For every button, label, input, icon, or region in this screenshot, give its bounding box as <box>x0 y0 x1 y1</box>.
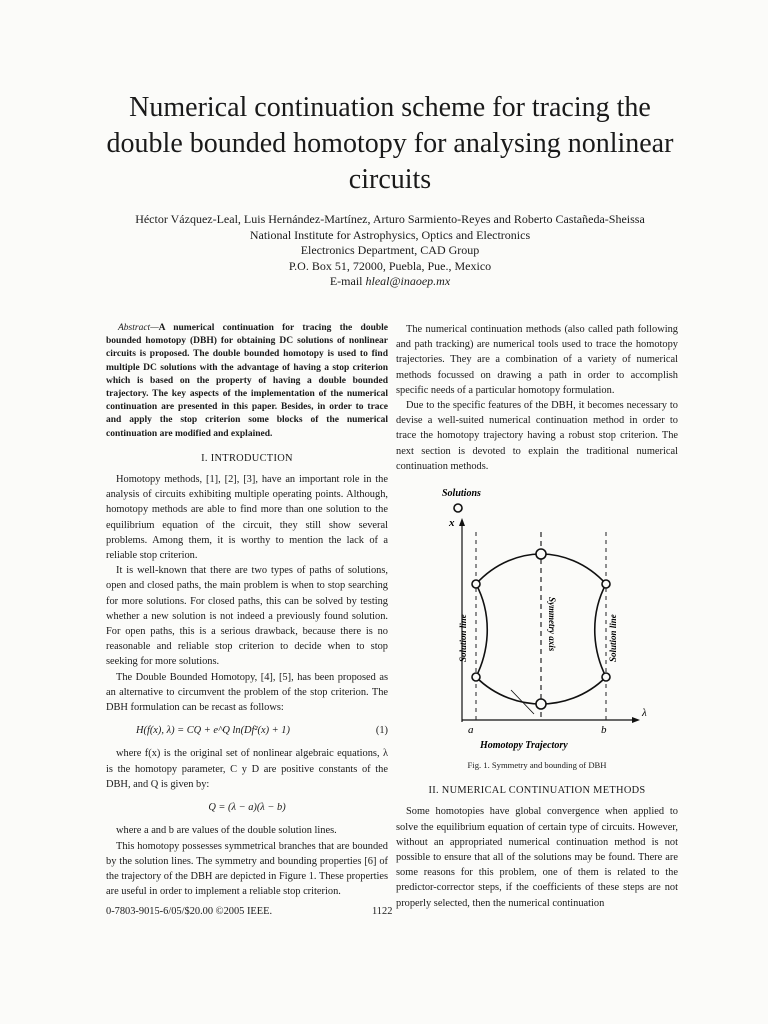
abstract-text: A numerical continuation for tracing the double bounded homotopy (DBH) for obtaining DC solutions of nonlinear circuits is proposed. The double bounded homotopy is used to find multiple DC solutions with the advantage of having a stop criterion which is based on the property of having a double bounded trajectory. The key aspects of the implementation of the numerical continuation are presented in this paper. Besides, in order to trace and apply the stop criterion some blocks of the numerical continuation are modified and explained. <box>106 323 388 439</box>
email-address[interactable]: hleal@inaoep.mx <box>365 274 451 288</box>
solution-point-b-lower <box>602 673 610 681</box>
email-label: E-mail <box>329 274 363 288</box>
equation-2: Q = (λ − a)(λ − b) <box>208 802 286 814</box>
equation-1-number: (1) <box>375 725 388 737</box>
solution-point-top <box>536 549 546 559</box>
author-block <box>90 212 690 290</box>
homotopy-trajectory-curve <box>476 554 606 704</box>
author-names: Héctor Vázquez-Leal, Luis Hernández-Martínez, Arturo Sarmiento-Reyes and Roberto Castañeda-Sheissa <box>135 212 645 226</box>
figure-1 <box>396 482 678 752</box>
solutions-label: Solutions <box>442 488 481 500</box>
solution-point-bottom <box>536 699 546 709</box>
x-axis-label: x <box>449 517 455 530</box>
figure-1-caption: Fig. 1. Symmetry and bounding of DBH <box>467 760 607 771</box>
section-heading-numerical-continuation: II. NUMERICAL CONTINUATION METHODS <box>428 785 646 797</box>
numcont-paragraph-1: Some homotopies have global convergence when applied to solve the equilibrium equation of certain type of circuits. However, without an appropriated numerical continuation method is not possible to ensure that all of the solutions may be found. There are some reasons for this problem, one of them is related to the predictor-corrector steps, if the coefficients of these steps are not properly selected, then the numerical continuation <box>396 806 678 909</box>
equation-1-formula: H(f(x), λ) = CQ + e^Q ln(Df²(x) + 1) <box>136 725 290 737</box>
affiliation-department: Electronics Department, CAD Group <box>300 243 480 257</box>
right-paragraph-1: The numerical continuation methods (also called path following and path tracking) are numerical tools used to trace the homotopy trajectories. They are a combination of a variety of numerical methods focussed on drawing a path in order to accomplish specific needs of a particular homotopy formulation. <box>396 324 678 396</box>
intro-paragraph-6: This homotopy possesses symmetrical branches that are bounded by the solution lines. The symmetry and bounding properties [6] of the trajectory of the DBH are depicted in Figure 1. These properties are useful in order to implement a reliable stop criterion. <box>106 840 388 898</box>
trajectory-pointer-line <box>511 690 534 714</box>
solution-line-right-label: Solution line <box>608 614 618 663</box>
x-axis-arrow <box>459 518 465 526</box>
solution-line-left-label: Solution line <box>458 614 468 663</box>
figure-1-diagram <box>396 482 678 752</box>
affiliation-institute: National Institute for Astrophysics, Optics and Electronics <box>249 227 531 242</box>
intro-paragraph-5: where a and b are values of the double solution lines. <box>116 825 337 837</box>
paper-title: Numerical continuation scheme for tracing the double bounded homotopy for analysing nonlinear circuits <box>106 92 674 195</box>
abstract <box>106 322 388 441</box>
left-column <box>106 322 388 899</box>
equation-1 <box>106 723 388 738</box>
copyright-footer: 0-7803-9015-6/05/$20.00 ©2005 IEEE. <box>106 906 273 917</box>
intro-paragraph-4: where f(x) is the original set of nonlinear algebraic equations, λ is the homotopy parameter, C y D are positive constants of the DBH, and Q is given by: <box>106 748 388 790</box>
solution-point-a-lower <box>472 673 480 681</box>
homotopy-trajectory-label: Homotopy Trajectory <box>480 740 568 752</box>
solution-point-b-upper <box>602 580 610 588</box>
right-paragraph-2: Due to the specific features of the DBH, it becomes necessary to devise a well-suited numerical continuation method in order to trace the homotopy trajectory having a robust stop criterion. The next section is devoted to explain the traditional numerical continuation methods. <box>396 400 678 472</box>
intro-paragraph-3: The Double Bounded Homotopy, [4], [5], has been proposed as an alternative to circumvent the problem of the stop criterion. The DBH formulation can be recast as follows: <box>106 671 388 714</box>
intro-paragraph-1: Homotopy methods, [1], [2], [3], have an important role in the analysis of circuits exhibiting multiple operating points. Although, homotopy methods are able to find more than one solution to the equilibrium equation of the circuit, they still show several problems. Among them, it is worthy to mention the lack of a reliable stop criterion. <box>106 474 388 562</box>
lambda-axis-label: λ <box>642 707 647 720</box>
b-tick-label: b <box>601 724 607 737</box>
abstract-label: Abstract— <box>118 323 159 333</box>
affiliation-email-line <box>90 274 690 290</box>
right-column <box>396 322 678 911</box>
lambda-axis-arrow <box>632 717 640 723</box>
solution-point-a-upper <box>472 580 480 588</box>
intro-paragraph-2: It is well-known that there are two types of paths of solutions, open and closed paths, the main problem is when to stop searching for more solutions. For closed paths, this can be solved by testing whether a new solution is not indeed a previously found solution. For open paths, this is a serious drawback, because there is no reasonable and reliable stop criterion to decide when to stop seeking for more solutions. <box>106 565 388 668</box>
symmetry-axis-label: Symmetry axis <box>547 597 557 652</box>
solutions-legend-marker <box>454 504 462 512</box>
a-tick-label: a <box>468 724 474 737</box>
page-number: 1122 <box>372 906 393 917</box>
section-heading-introduction: I. INTRODUCTION <box>201 452 293 464</box>
affiliation-address: P.O. Box 51, 72000, Puebla, Pue., Mexico <box>288 258 492 273</box>
